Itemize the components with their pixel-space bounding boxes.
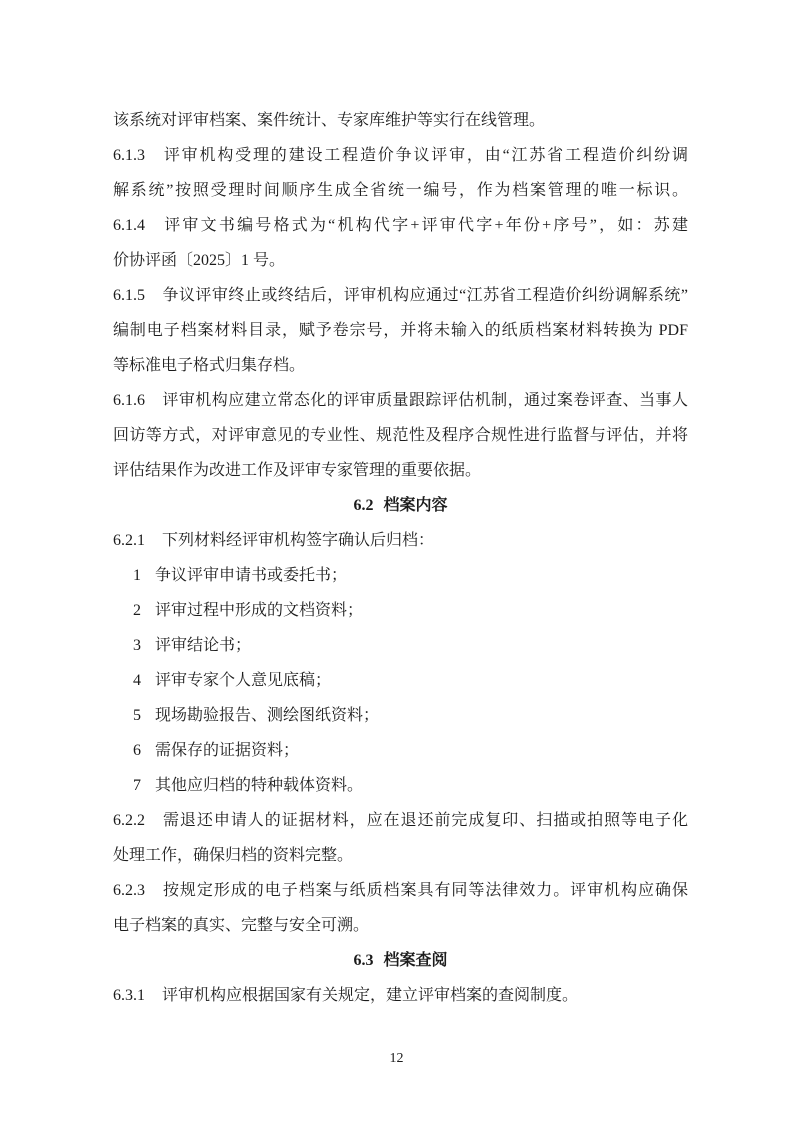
- clause-text: 评审机构受理的建设工程造价争议评审，由“江苏省工程造价纠纷调: [162, 147, 688, 164]
- text-line: 处理工作，确保归档的资料完整。: [113, 847, 354, 864]
- text-line: [113, 278, 688, 313]
- paragraph-continuation: [113, 103, 688, 138]
- clause-number: 6.1.6: [113, 392, 145, 409]
- text-line: 价协评函〔2025〕1 号。: [113, 252, 286, 269]
- text-line: 该系统对评审档案、案件统计、专家库维护等实行在线管理。: [113, 112, 546, 129]
- clause-text: 下列材料经评审机构签字确认后归档：: [162, 532, 435, 549]
- text-line: 等标准电子格式归集存档。: [113, 357, 306, 374]
- clause-text: 评审机构应根据国家有关规定，建立评审档案的查阅制度。: [162, 987, 579, 1004]
- list-item-number: 5: [133, 707, 141, 724]
- list-item-number: 1: [133, 567, 141, 584]
- heading-number: 6.2: [353, 497, 374, 514]
- clause-text: 评审机构应建立常态化的评审质量跟踪评估机制，通过案卷评查、当事人: [162, 392, 688, 409]
- list-item-number: 3: [133, 637, 141, 654]
- text-line: [113, 383, 688, 418]
- clause-number: 6.1.5: [113, 287, 145, 304]
- list-item-6: [113, 733, 688, 768]
- clause-6-2-1: [113, 523, 688, 558]
- clause-number: 6.2.1: [113, 532, 145, 549]
- clause-text: 按规定形成的电子档案与纸质档案具有同等法律效力。评审机构应确保: [162, 882, 688, 899]
- text-line: [113, 523, 688, 558]
- list-item-number: 2: [133, 602, 141, 619]
- list-item-7: [113, 768, 688, 803]
- clause-number: 6.1.3: [113, 147, 145, 164]
- list-item-number: 4: [133, 672, 141, 689]
- clause-6-1-5: [113, 278, 688, 383]
- clause-6-3-1: [113, 978, 688, 1013]
- text-line: 评估结果作为改进工作及评审专家管理的重要依据。: [113, 462, 482, 479]
- document-body: [113, 103, 688, 1013]
- text-line: [113, 978, 688, 1013]
- text-line: 电子档案的真实、完整与安全可溯。: [113, 917, 370, 934]
- list-item-3: [113, 628, 688, 663]
- text-line: 解系统”按照受理时间顺序生成全省统一编号，作为档案管理的唯一标识。: [113, 182, 688, 199]
- text-line: [133, 698, 688, 733]
- page-number: 12: [389, 1051, 404, 1066]
- clause-text: 争议评审终止或终结后，评审机构应通过“江苏省工程造价纠纷调解系统”: [162, 287, 688, 304]
- heading-title: 档案内容: [383, 497, 448, 514]
- text-line: [113, 208, 688, 243]
- clause-text: 评审文书编号格式为“机构代字+评审代字+年份+序号”，如：苏建: [162, 217, 688, 234]
- text-line: [133, 558, 688, 593]
- list-item-text: 其他应归档的特种载体资料。: [155, 777, 364, 794]
- list-item-text: 需保存的证据资料；: [155, 742, 300, 759]
- text-line: [133, 628, 688, 663]
- list-item-text: 评审过程中形成的文档资料；: [155, 602, 364, 619]
- text-line: [133, 593, 688, 628]
- list-item-number: 6: [133, 742, 141, 759]
- clause-number: 6.1.4: [113, 217, 145, 234]
- clause-6-1-6: [113, 383, 688, 488]
- list-item-text: 评审结论书；: [155, 637, 252, 654]
- section-heading-6-2: [113, 488, 688, 523]
- heading-title: 档案查阅: [383, 952, 448, 969]
- list-item-text: 现场勘验报告、测绘图纸资料；: [155, 707, 380, 724]
- clause-6-1-3: [113, 138, 688, 208]
- text-line: [113, 138, 688, 173]
- clause-6-1-4: [113, 208, 688, 278]
- list-item-2: [113, 593, 688, 628]
- heading-number: 6.3: [353, 952, 374, 969]
- list-item-text: 评审专家个人意见底稿；: [155, 672, 332, 689]
- list-item-text: 争议评审申请书或委托书；: [155, 567, 348, 584]
- clause-6-2-3: [113, 873, 688, 943]
- text-line: [133, 733, 688, 768]
- list-item-1: [113, 558, 688, 593]
- text-line: [133, 768, 688, 803]
- clause-number: 6.2.2: [113, 812, 145, 829]
- clause-text: 需退还申请人的证据材料，应在退还前完成复印、扫描或拍照等电子化: [162, 812, 688, 829]
- text-line: 回访等方式，对评审意见的专业性、规范性及程序合规性进行监督与评估，并将: [113, 427, 688, 444]
- list-item-number: 7: [133, 777, 141, 794]
- text-line: [113, 803, 688, 838]
- text-line: [133, 663, 688, 698]
- section-heading-6-3: [113, 943, 688, 978]
- text-line: [113, 873, 688, 908]
- list-item-4: [113, 663, 688, 698]
- clause-6-2-2: [113, 803, 688, 873]
- clause-number: 6.2.3: [113, 882, 145, 899]
- list-item-5: [113, 698, 688, 733]
- clause-number: 6.3.1: [113, 987, 145, 1004]
- text-line: 编制电子档案材料目录，赋予卷宗号，并将未输入的纸质档案材料转换为 PDF: [113, 322, 688, 339]
- page-footer: [0, 1049, 793, 1069]
